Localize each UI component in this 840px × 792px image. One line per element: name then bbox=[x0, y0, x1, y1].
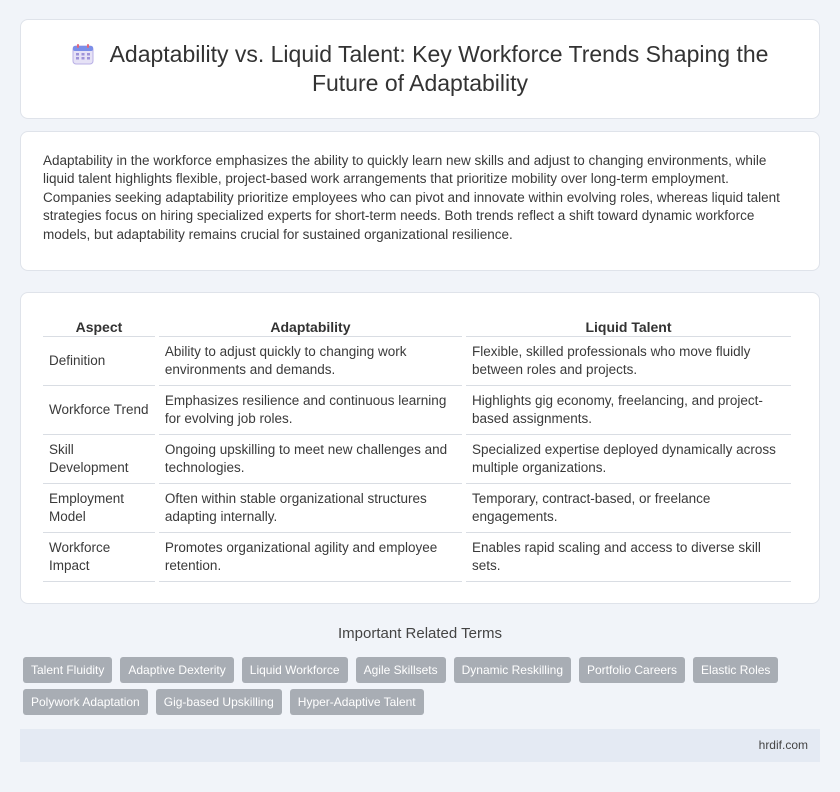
row-liquid-talent: Specialized expertise deployed dynamically across multiple organizations. bbox=[466, 435, 791, 484]
tag-portfolio-careers[interactable]: Portfolio Careers bbox=[579, 657, 685, 683]
related-terms-tags bbox=[23, 657, 823, 721]
footer-site-link[interactable]: hrdif.com bbox=[758, 738, 808, 752]
table-row bbox=[43, 533, 791, 582]
header-card bbox=[20, 19, 820, 119]
row-aspect: Skill Development bbox=[43, 435, 155, 484]
table-row bbox=[43, 435, 791, 484]
intro-paragraph: Adaptability in the workforce emphasizes the ability to quickly learn new skills and adjust to changing environments, while liquid talent highlights flexible, project-based work arrangements that prioritize mobility over long-term employment. Companies seeking adaptability prioritize employees who can pivot and innovate within evolving roles, whereas liquid talent strategies focus on hiring specialized experts for short-term needs. Both trends reflect a shift toward dynamic workforce models, but adaptability remains crucial for sustained organizational resilience. bbox=[43, 153, 780, 242]
comparison-table bbox=[39, 309, 795, 582]
row-liquid-talent: Enables rapid scaling and access to diverse skill sets. bbox=[466, 533, 791, 582]
calendar-icon bbox=[72, 43, 94, 65]
row-aspect: Workforce Trend bbox=[43, 386, 155, 435]
row-liquid-talent: Temporary, contract-based, or freelance engagements. bbox=[466, 484, 791, 533]
footer-bar bbox=[20, 729, 820, 762]
header-adaptability: Adaptability bbox=[159, 309, 462, 337]
intro-card bbox=[20, 131, 820, 271]
page-title-text: Adaptability vs. Liquid Talent: Key Workforce Trends Shaping the Future of Adaptability bbox=[109, 41, 769, 96]
tag-agile-skillsets[interactable]: Agile Skillsets bbox=[356, 657, 446, 683]
tag-talent-fluidity[interactable]: Talent Fluidity bbox=[23, 657, 112, 683]
row-liquid-talent: Flexible, skilled professionals who move fluidly between roles and projects. bbox=[466, 337, 791, 386]
table-header-row bbox=[43, 309, 791, 337]
header-liquid-talent: Liquid Talent bbox=[466, 309, 791, 337]
related-terms-title: Important Related Terms bbox=[338, 625, 502, 642]
tag-gig-based-upskilling[interactable]: Gig-based Upskilling bbox=[156, 689, 282, 715]
comparison-card bbox=[20, 292, 820, 604]
row-adaptability: Emphasizes resilience and continuous learning for evolving job roles. bbox=[159, 386, 462, 435]
row-aspect: Definition bbox=[43, 337, 155, 386]
row-adaptability: Ongoing upskilling to meet new challenges and technologies. bbox=[159, 435, 462, 484]
table-row bbox=[43, 484, 791, 533]
row-adaptability: Ability to adjust quickly to changing work environments and demands. bbox=[159, 337, 462, 386]
tag-hyper-adaptive-talent[interactable]: Hyper-Adaptive Talent bbox=[290, 689, 424, 715]
row-adaptability: Often within stable organizational structures adapting internally. bbox=[159, 484, 462, 533]
table-row bbox=[43, 386, 791, 435]
row-aspect: Employment Model bbox=[43, 484, 155, 533]
row-liquid-talent: Highlights gig economy, freelancing, and project-based assignments. bbox=[466, 386, 791, 435]
row-adaptability: Promotes organizational agility and employee retention. bbox=[159, 533, 462, 582]
tag-elastic-roles[interactable]: Elastic Roles bbox=[693, 657, 778, 683]
table-row bbox=[43, 337, 791, 386]
tag-adaptive-dexterity[interactable]: Adaptive Dexterity bbox=[120, 657, 233, 683]
row-aspect: Workforce Impact bbox=[43, 533, 155, 582]
tag-dynamic-reskilling[interactable]: Dynamic Reskilling bbox=[454, 657, 571, 683]
page-title bbox=[40, 40, 800, 98]
header-aspect: Aspect bbox=[43, 309, 155, 337]
tag-liquid-workforce[interactable]: Liquid Workforce bbox=[242, 657, 348, 683]
tag-polywork-adaptation[interactable]: Polywork Adaptation bbox=[23, 689, 148, 715]
